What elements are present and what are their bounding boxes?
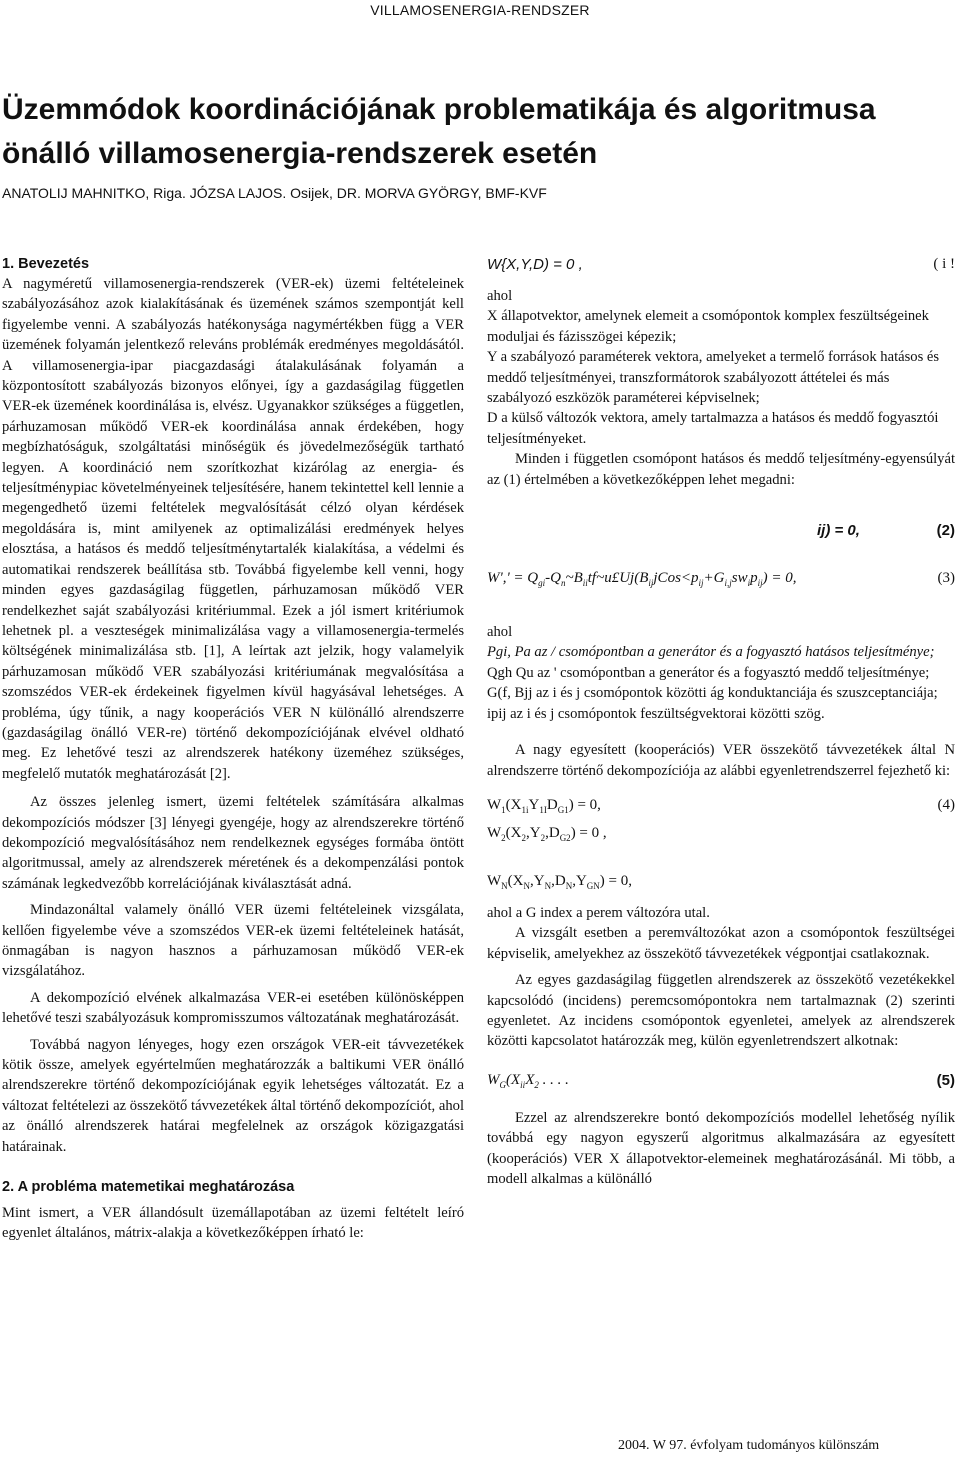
definition-x: X állapotvektor, amelynek elemeit a csomópontok komplex feszültségeinek moduljai és fázisszögei képezik;	[487, 308, 929, 345]
right-column	[487, 256, 955, 1189]
paragraph: ahol a G index a perem változóra utal.	[487, 904, 710, 921]
paper-title: Üzemmódok koordinációjának problematikája és algoritmusa önálló villamosenergia-rendszerek esetén	[2, 93, 876, 170]
paragraph: Az egyes gazdaságilag független alrendszerek az összekötő vezetékekkel kapcsolódó (incidens) peremcsomópontokra nem tartalmaznak (2) szerinti egyenletet. Az incidens csomópontok egyenletei, amelyek az alrendszerek közötti kapcsolatot határozzák meg, külön egyenletrendszert alkotnak:	[487, 972, 955, 1050]
paragraph: Mindazonáltal valamely önálló VER üzemi feltételeinek vizsgálata, kellően figyelembe véve a szomszédos VER-ek üzemi feltételeinek hatását, önmagában is nagyon hasznos a párhuzamosan működő VER-ek vizsgálatához.	[2, 902, 464, 980]
section-2-heading: 2. A probléma matemetikai meghatározása	[2, 1179, 295, 1196]
equation-2: ij) = 0, (2)	[817, 522, 955, 540]
definition-qg: Qgh Qu az ' csomópontban a generátor és a fogyasztó meddő teljesítménye;	[487, 664, 930, 681]
equation-1: W{X,Y,D) = 0 , ( i !	[487, 256, 955, 273]
paragraph: Minden i független csomópont hatásos és meddő teljesítmény-egyensúlyát az (1) értelmében a következőképpen lehet megadni:	[487, 451, 955, 488]
paragraph: Mint ismert, a VER állandósult üzemállapotában az üzemi feltételt leíró egyenlet általános, mátrix-alakja a következőképpen írható le:	[2, 1205, 464, 1242]
equation-5: $W_G(X_{ii}X_2$ . . . . (5)	[487, 1071, 955, 1090]
definition-pg: Pgi, Pa az / csomópontban a generátor és a fogyasztó hatásos teljesítménye;	[487, 644, 935, 661]
definition-phi: ipij az i és j csomópontok feszültségvektorai közötti szög.	[487, 705, 825, 722]
section-1-heading: 1. Bevezetés	[2, 256, 90, 272]
paragraph: Továbbá nagyon lényeges, hogy ezen országok VER-eit távvezetékek kötik össze, amelyek egyértelműen meghatározzák a baltikumi VER önálló alrendszerekre történő dekompozíciójának egyik lehetséges változatát. Ez a változat feltételezi az összekötő távvezetékek által történő dekompozíciót, ahol az önálló alrendszerek határai megfelelnek az országok közigazgatási határainak.	[2, 1036, 464, 1155]
paragraph: Ezzel az alrendszerekre bontó dekompozíciós modellel lehetőség nyílik továbbá egy nagyon egyszerű algoritmus alkalmazására az egyesített (kooperációs) VER X állapotvektor-elemeinek meghatározásánál. Mi több, a modell alkalmas a különálló	[487, 1109, 955, 1187]
equation-4b: $W_2(X_2,Y_2,D_{G2}) = 0$ ,	[487, 824, 607, 843]
equation-4n: $W_N(X_N,Y_N,D_N,Y_{GN}) = 0$,	[487, 872, 632, 891]
paragraph: A nagy egyesített (kooperációs) VER összekötő távvezetékek által N alrendszerre történő dekompozíciója az alábbi egyenletrendszerrel fejezhető ki:	[487, 742, 955, 779]
paragraph-intro: A nagyméretű villamosenergia-rendszerek (VER-ek) üzemi feltételeinek szabályozásához azok kialakításának és üzemének számos szempontját kell figyelembe venni. A szabályozás hatékonysága nagymértékben függ a VER üzemének folyamán jelentkező releváns problémák eredményes megoldásától. A villamosenergia-ipar piacgazdasági átalakulásának folyamán a központosított szabályozás bizonyos előnyei, így a gazdaságilag független VER-ek üzemének koordinálása is, elvész. Ugyanakkor szükséges a független, párhuzamosan működő VER-ek koordinálása annak érdekében, hogy megbízhatóságuk, szolgáltatási minőségük és jövedelmezőségük tartható legyen. A koordináció nem szorítkozhat kizárólag az energia- és teljesítménypiac követelményeinek teljesítésére, hanem tekintettel kell lennie a megengedhető üzemi feltételek megvalósítását célzó olyan kérdések megoldására is, mint amilyenek az optimalizálási eredmények helyes elosztása, a hatásos és meddő teljesítménytartalék kialakítása, a védelmi és automatikai rendszerek beállítása stb. Továbbá figyelembe kell venni, hogy minden egyes gazdaságilag független, párhuzamosan működő VER rendelkezhet saját szabályozási kritériummal. Ezek a jól ismert kritériumok lehetnek pl. a veszteségek minimalizálása vagy a villamosenergia-termelés költségének minimalizálása stb. [1], A leírtak azt jelzik, hogy valamelyik párhuzamosan működő VER szabályozási kritériumának megvalósítása a szomszédos VER-ek érdekeinek figyelmen kívül hagyásával lehetséges. A probléma, úgy tűnik, a nagy kooperációs VER N különálló alrendszerre (gazdaságilag önálló VER-re) történő dekompozíciójának elvével oldható meg. Ez lehetővé teszi az alrendszerek hatékony üzeméhez szükséges, megfelelő mutatók meghatározását [2].	[2, 276, 464, 782]
running-head: VILLAMOSENERGIA-RENDSZER	[370, 2, 590, 18]
authors: ANATOLIJ MAHNITKO, Riga. JÓZSA LAJOS. Osijek, DR. MORVA GYÖRGY, BMF-KVF	[2, 185, 547, 201]
definition-g: G(f, Bjj az i és j csomópontok közötti ág konduktanciája és szuszceptanciája;	[487, 685, 938, 702]
left-column	[2, 256, 464, 1244]
footer: 2004. W 97. évfolyam tudományos különszám	[618, 1438, 880, 1453]
ahol-label: ahol	[487, 288, 513, 304]
ahol-label: ahol	[487, 624, 513, 641]
equation-3: $W',' = Q_{gi}-Q_n\sim B_{ii}tf\sim u£Uj(B_{ij}jCos<p_{ij}+G_{i,j}sw_ip_{ij}) = 0$, (3)	[487, 570, 955, 589]
paragraph: A dekompozíció elvének alkalmazása VER-ei esetében különösképpen lehetővé teszi szabályozásuk kompromisszumos változatának meghatározását.	[2, 989, 464, 1027]
paragraph: Az összes jelenleg ismert, üzemi feltételek számítására alkalmas dekompozíciós módszer [3] lényegi gyengéje, hogy az alrendszerekre történő dekompozíció megvalósításához nem rendelkeznek egységes formába öntött algoritmussal, amely az alrendszerek méretének és a dekompenzálási pontok számának legkedvezőbb korrelációjának kiválasztását adná.	[2, 794, 464, 892]
paragraph: A vizsgált esetben a peremváltozókat azon a csomópontok feszültségei képviselik, amelyekhez az összekötő távvezetékek végpontjai csatlakoznak.	[487, 925, 955, 962]
definition-y: Y a szabályozó paraméterek vektora, amelyeket a termelő források hatásos és meddő teljesítményei, transzformátorok szabályozott áttételei és más szabályozó eszközök paraméterei képviselnek;	[487, 349, 940, 407]
definition-d: D a külső változók vektora, amely tartalmazza a hatásos és meddő fogyasztói teljesítményeket.	[487, 410, 939, 447]
equation-4: $W_1(X_{1i}Y_{1I}D_{G1}) = 0$, (4)	[487, 796, 955, 815]
